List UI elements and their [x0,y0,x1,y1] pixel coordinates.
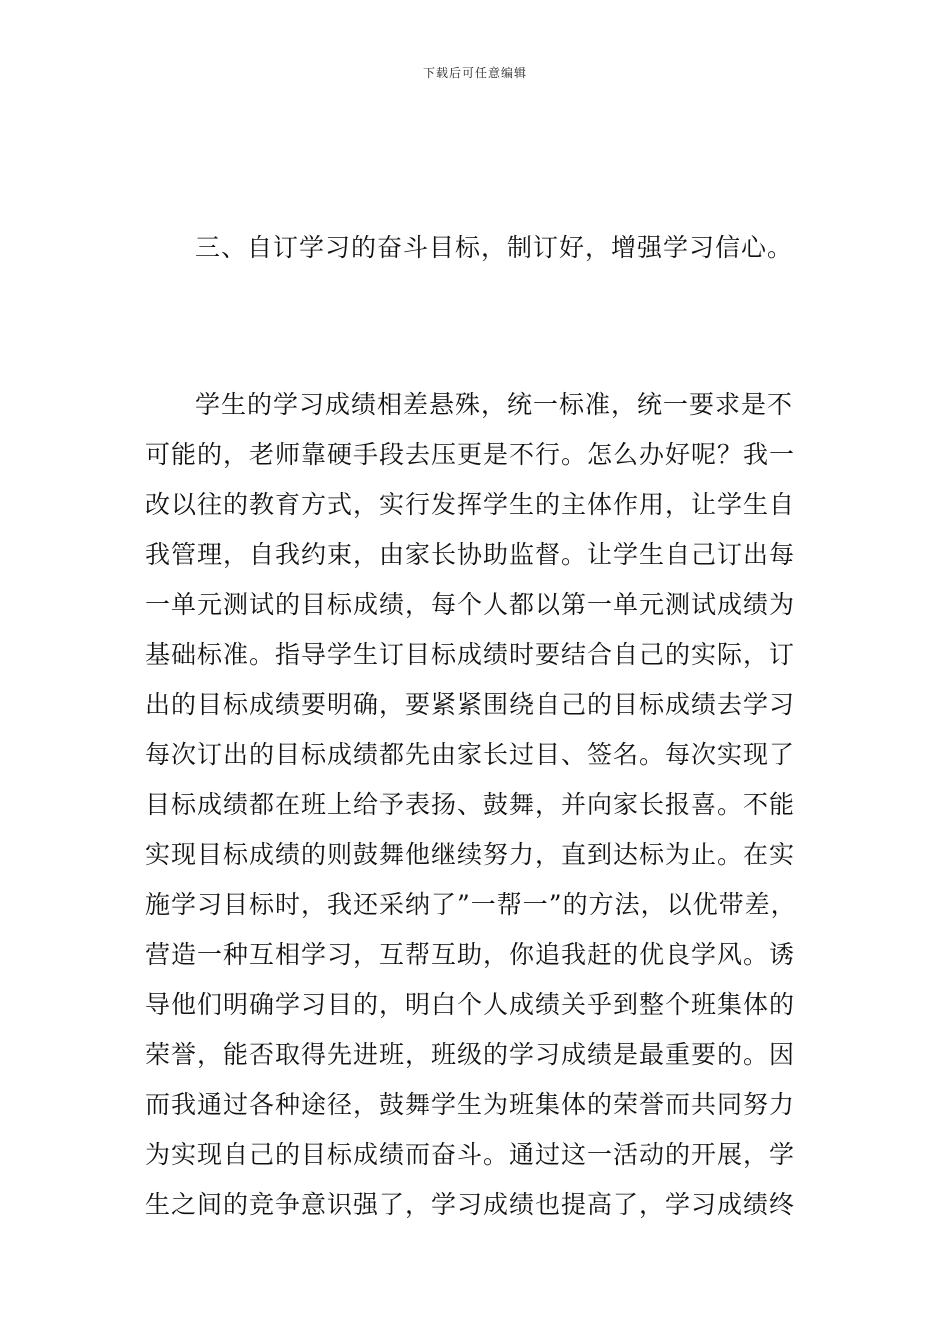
paragraph-line: 我管理，自我约束，由家长协助监督。让学生自己订出每 [145,540,796,569]
paragraph-line: 一单元测试的目标成绩，每个人都以第一单元测试成绩为 [145,590,796,619]
paragraph-line: 目标成绩都在班上给予表扬、鼓舞，并向家长报喜。不能 [145,790,796,819]
paragraph-line: 生之间的竞争意识强了，学习成绩也提高了，学习成绩终 [145,1190,796,1219]
paragraph-line: 导他们明确学习目的，明白个人成绩关乎到整个班集体的 [145,990,796,1019]
paragraph-line: 营造一种互相学习，互帮互助，你追我赶的优良学风。诱 [145,940,796,969]
paragraph-line: 实现目标成绩的则鼓舞他继续努力，直到达标为止。在实 [145,840,796,869]
paragraph-line: 施学习目标时，我还采纳了”一帮一”的方法，以优带差， [145,890,797,919]
body-paragraph [145,380,835,1230]
header-note: 下载后可任意编辑 [422,66,527,80]
section-heading: 三、自订学习的奋斗目标，制订好，增强学习信心。 [195,233,794,262]
paragraph-line: 学生的学习成绩相差悬殊，统一标准，统一要求是不 [195,390,794,419]
paragraph-line: 荣誉，能否取得先进班，班级的学习成绩是最重要的。因 [145,1040,796,1069]
paragraph-line: 改以往的教育方式，实行发挥学生的主体作用，让学生自 [145,490,796,519]
paragraph-line: 为实现自己的目标成绩而奋斗。通过这一活动的开展，学 [145,1140,796,1169]
paragraph-line: 可能的，老师靠硬手段去压更是不行。怎么办好呢？我一 [145,440,796,469]
paragraph-line: 而我通过各种途径，鼓舞学生为班集体的荣誉而共同努力 [145,1090,796,1119]
paragraph-line: 出的目标成绩要明确，要紧紧围绕自己的目标成绩去学习 [145,690,796,719]
paragraph-line: 每次订出的目标成绩都先由家长过目、签名。每次实现了 [145,740,796,769]
paragraph-line: 基础标准。指导学生订目标成绩时要结合自己的实际，订 [145,640,796,669]
